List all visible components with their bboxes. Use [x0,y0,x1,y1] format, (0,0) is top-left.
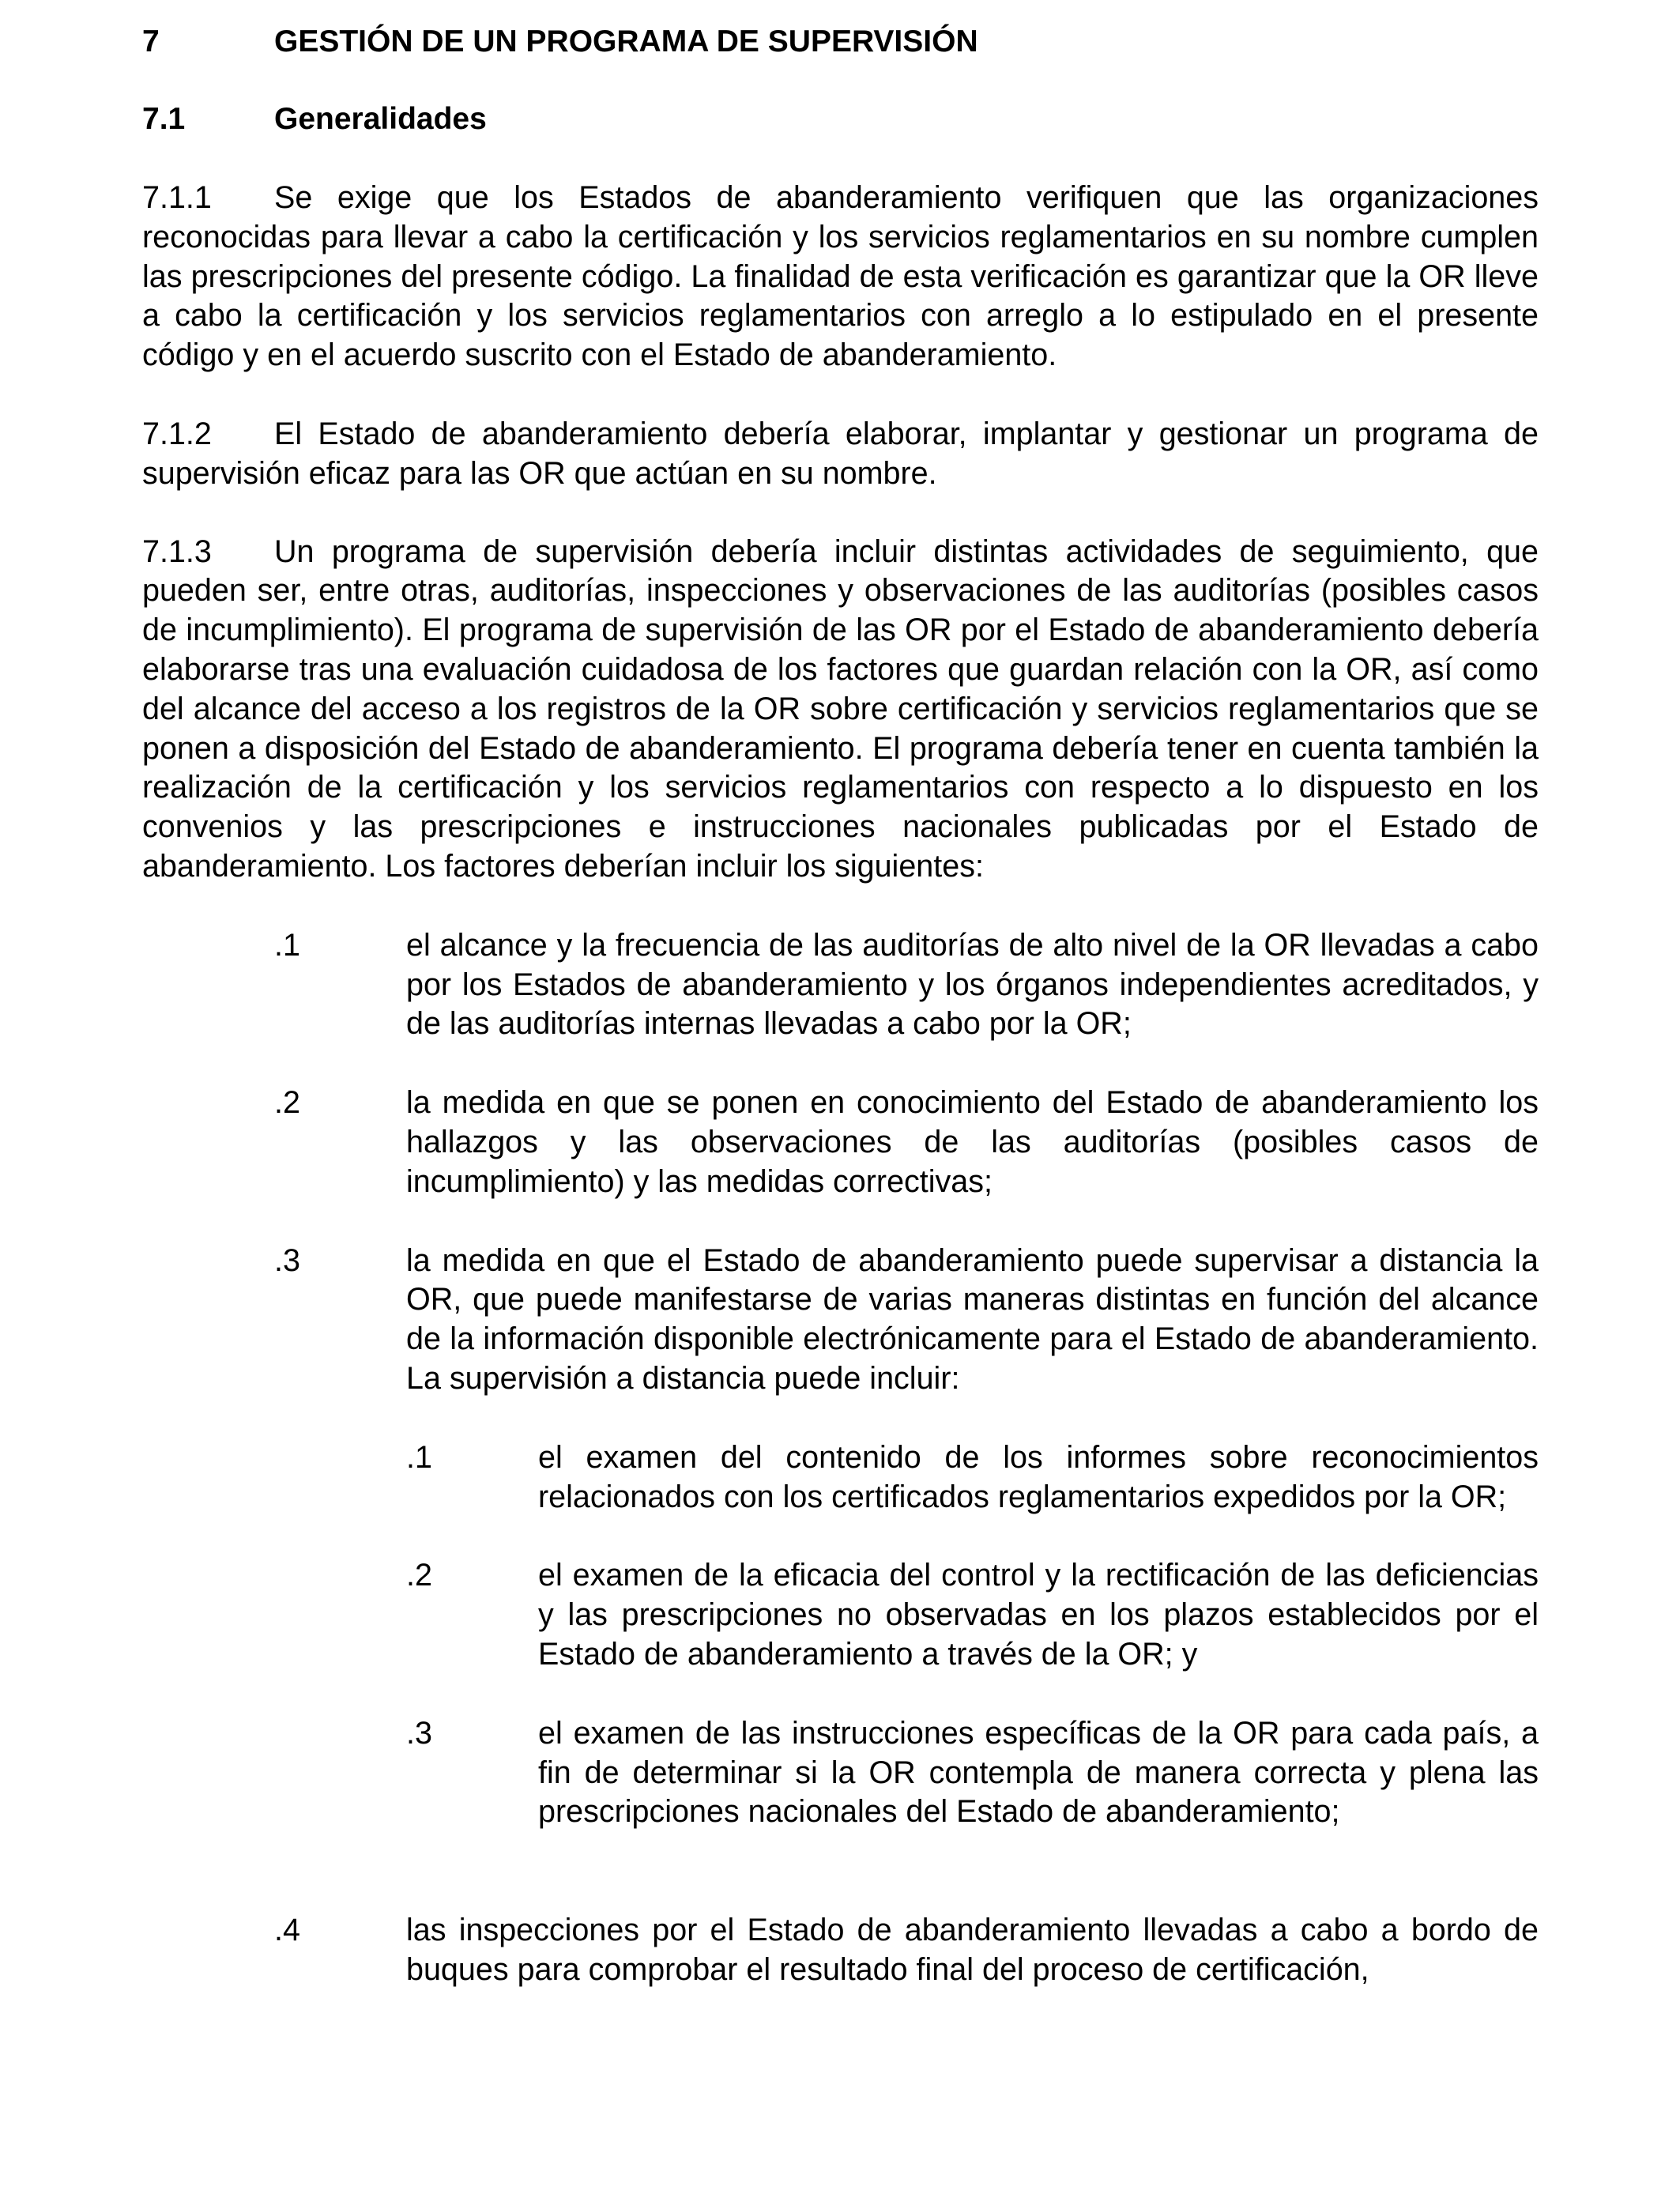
sub-list-item [406,1714,1539,1832]
list-item-text: el alcance y la frecuencia de las auditorías de alto nivel de la OR llevadas a cabo por los Estados de abanderamiento y los órganos independientes acreditados, y de las auditorías internas llevadas a cabo por la OR; [406,927,1539,1042]
sub-list-item [406,1556,1539,1674]
paragraph-text: El Estado de abanderamiento debería elaborar, implantar y gestionar un programa de supervisión eficaz para las OR que actúan en su nombre. [142,416,1539,491]
section-number: 7 [142,25,160,58]
sub-list-item-text: el examen de la eficacia del control y la rectificación de las deficiencias y las prescripciones no observadas en los plazos establecidos por el Estado de abanderamiento a través de la OR; y [538,1558,1539,1672]
paragraph-text: Se exige que los Estados de abanderamiento verifiquen que las organizaciones reconocidas para llevar a cabo la certificación y los servicios reglamentarios en su nombre cumplen las prescripciones del presente código. La finalidad de esta verificación es garantizar que la OR lleve a cabo la certificación y los servicios reglamentarios con arreglo a lo estipulado en el presente código y en el acuerdo suscrito con el Estado de abanderamiento. [142,180,1539,373]
subsection-heading [142,100,1539,139]
list-item-number: .4 [274,1913,300,1948]
sub-list-item-text: el examen de las instrucciones específicas de la OR para cada país, a fin de determinar si la OR contempla de manera correcta y plena las prescripciones nacionales del Estado de abanderamiento; [538,1715,1539,1830]
subsection-title: Generalidades [274,102,487,136]
document-page [142,16,1539,1990]
paragraph-7-1-1 [142,179,1539,375]
subsection-number: 7.1 [142,102,186,136]
paragraph-7-1-2 [142,415,1539,494]
list-item-number: .3 [274,1242,300,1278]
list-item-text: la medida en que se ponen en conocimiento del Estado de abanderamiento los hallazgos y las observaciones de las auditorías (posibles casos de incumplimiento) y las medidas correctivas; [406,1085,1539,1199]
section-title: GESTIÓN DE UN PROGRAMA DE SUPERVISIÓN [274,25,978,58]
list-item [274,1911,1539,1990]
paragraph-text: Un programa de supervisión debería incluir distintas actividades de seguimiento, que pueden ser, entre otras, auditorías, inspecciones y observaciones de las auditorías (posibles casos de incumplimiento). El programa de supervisión de las OR por el Estado de abanderamiento debería elaborarse tras una evaluación cuidadosa de los factores que guardan relación con la OR, así como del alcance del acceso a los registros de la OR sobre certificación y servicios reglamentarios que se ponen a disposición del Estado de abanderamiento. El programa debería tener en cuenta también la realización de la certificación y los servicios reglamentarios con respecto a lo dispuesto en los convenios y las prescripciones e instrucciones nacionales publicadas por el Estado de abanderamiento. Los factores deberían incluir los siguientes: [142,533,1539,884]
sub-list-item-number: .3 [406,1715,432,1751]
list-item-number: .1 [274,927,300,963]
list-item-number: .2 [274,1085,300,1121]
paragraph-7-1-3 [142,533,1539,887]
list-item-text: las inspecciones por el Estado de abanderamiento llevadas a cabo a bordo de buques para comprobar el resultado final del proceso de certificación, [406,1913,1539,1987]
list-item [274,1084,1539,1201]
list-item [274,926,1539,1044]
paragraph-number: 7.1.3 [142,533,212,569]
sub-list-item-text: el examen del contenido de los informes sobre reconocimientos relacionados con los certificados reglamentarios expedidos por la OR; [538,1439,1539,1514]
paragraph-number: 7.1.1 [142,180,212,215]
list-item-text: la medida en que el Estado de abanderamiento puede supervisar a distancia la OR, que puede manifestarse de varias maneras distintas en función del alcance de la información disponible electrónicamente para el Estado de abanderamiento. La supervisión a distancia puede incluir: [406,1242,1539,1396]
section-heading [142,22,1539,62]
list-item [274,1242,1539,1399]
sub-list-item [406,1438,1539,1517]
sub-list-item-number: .1 [406,1439,432,1475]
paragraph-number: 7.1.2 [142,416,212,451]
sub-list-item-number: .2 [406,1558,432,1593]
